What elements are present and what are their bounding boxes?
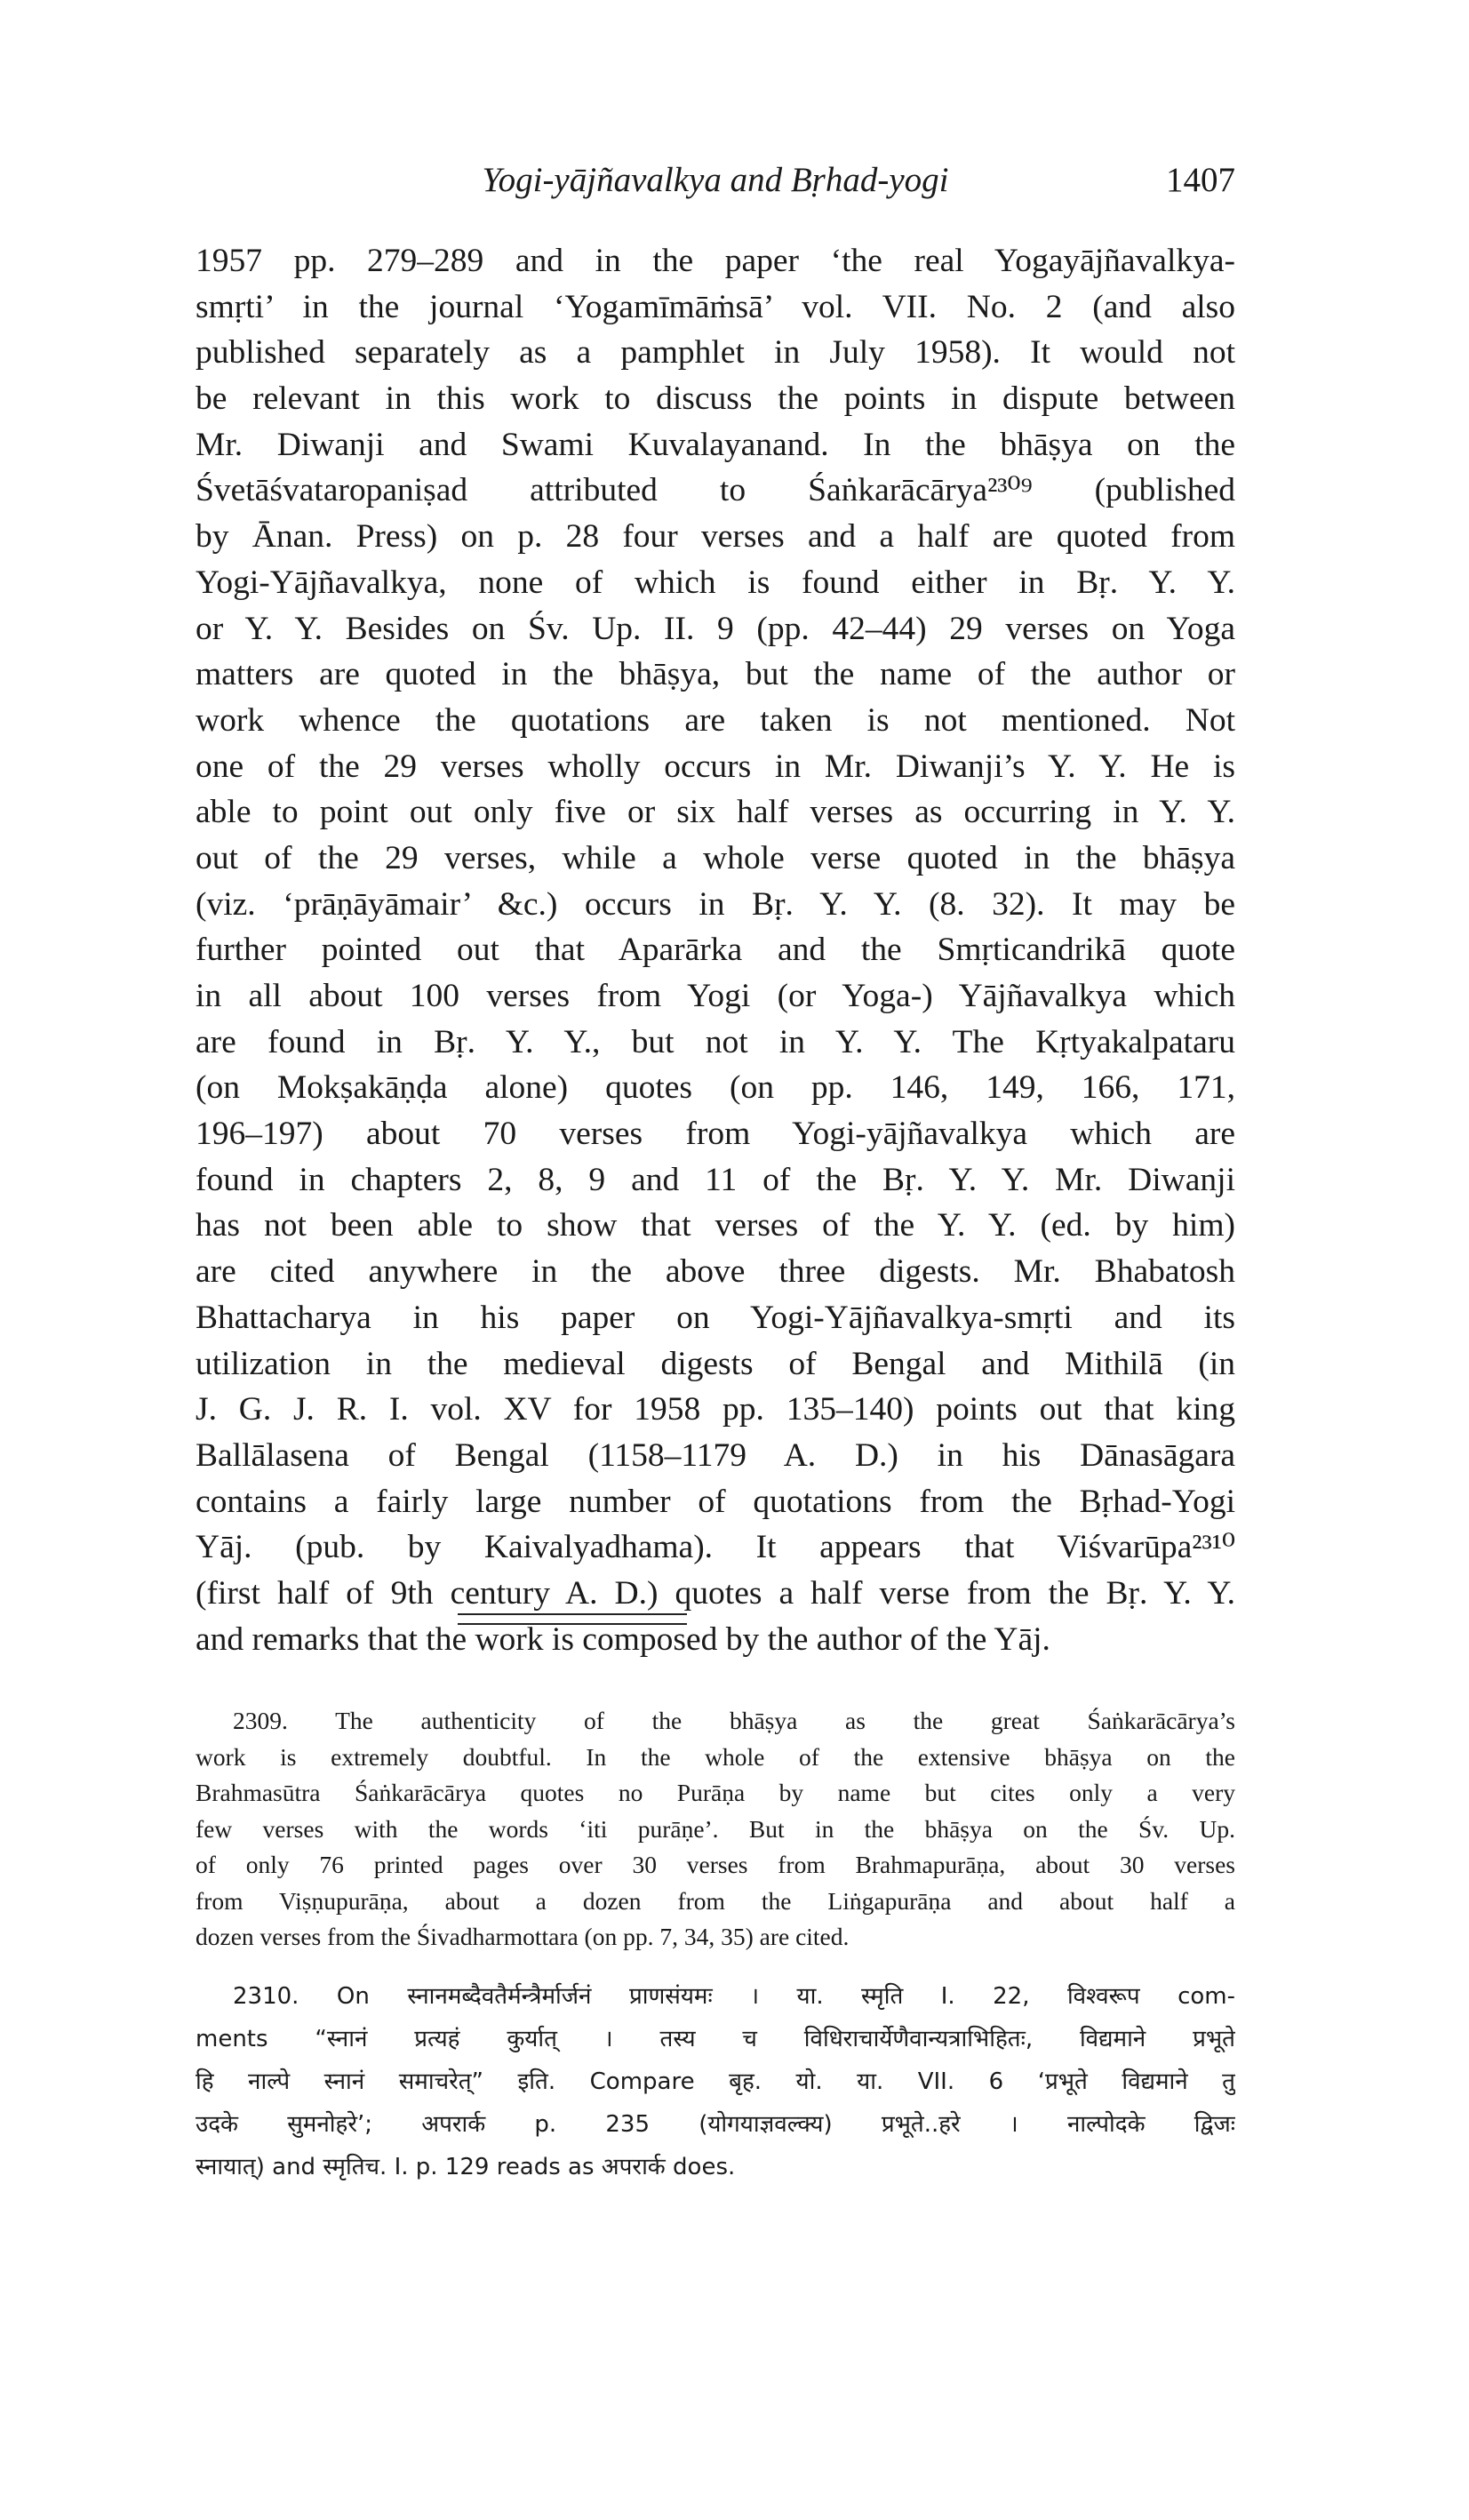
page-number: 1407 xyxy=(1166,161,1235,199)
footnote-line: The authenticity of the bhāṣya as the great Śaṅkarācārya’s xyxy=(335,1707,1235,1734)
body-line: found in chapters 2, 8, 9 and 11 of the Bṛ. Y. Y. Mr. Diwanji xyxy=(196,1161,1235,1198)
body-line: in all about 100 verses from Yogi (or Yoga-) Yājñavalkya which xyxy=(196,978,1235,1014)
footnote-number: 2310. xyxy=(233,1982,299,2010)
body-line: (viz. ‘prāṇāyāmair’ &c.) occurs in Bṛ. Y. Y. (8. 32). It may be xyxy=(196,885,1235,923)
footnote-separator-rule xyxy=(458,1613,687,1615)
footnote-line: few verses with the words ‘iti purāṇe’. But in the bhāṣya on the Śv. Up. xyxy=(196,1814,1235,1843)
body-line: be relevant in this work to discuss the points in dispute between xyxy=(196,380,1235,418)
running-title: Yogi-yājñavalkya and Bṛhad-yogi xyxy=(482,161,949,199)
footnote-line: dozen verses from the Śivadharmottara (on pp. 7, 34, 35) are cited. xyxy=(196,1923,850,1950)
footnote-separator-rule xyxy=(458,1623,687,1625)
body-line: Śvetāśvataropaniṣad attributed to Śaṅkarācārya²³⁰⁹ (published xyxy=(196,472,1235,509)
footnote-line: Brahmasūtra Śaṅkarācārya quotes no Purāṇa by name but cites only a very xyxy=(196,1779,1235,1806)
body-line: one of the 29 verses wholly occurs in Mr. Diwanji’s Y. Y. He is xyxy=(196,748,1235,785)
body-line: or Y. Y. Besides on Śv. Up. II. 9 (pp. 42–44) 29 verses on Yoga xyxy=(196,610,1235,647)
body-line: published separately as a pamphlet in July 1958). It would not xyxy=(196,334,1235,372)
body-line: and remarks that the work is composed by the author of the Yāj. xyxy=(196,1620,1050,1658)
body-line: (on Mokṣakāṇḍa alone) quotes (on pp. 146, 149, 166, 171, xyxy=(196,1069,1235,1107)
footnote-line: of only 76 printed pages over 30 verses from Brahmapurāṇa, about 30 verses xyxy=(196,1851,1235,1878)
running-head xyxy=(196,158,1235,212)
body-line: able to point out only five or six half verses as occurring in Y. Y. xyxy=(196,794,1235,831)
body-line: (first half of 9th century A. D.) quotes a half verse from the Bṛ. Y. Y. xyxy=(196,1574,1235,1612)
footnotes xyxy=(196,1703,1235,2208)
body-line: Mr. Diwanji and Swami Kuvalayanand. In the bhāṣya on the xyxy=(196,426,1235,463)
footnote-line: हि नाल्पे स्नानं समाचरेत्” इति. Compare बृह. यो. या. VII. 6 ‘प्रभूते विद्यमाने तु xyxy=(196,2068,1235,2095)
footnote-line: work is extremely doubtful. In the whole of the extensive bhāṣya on the xyxy=(196,1742,1235,1771)
body-line: by Ānan. Press) on p. 28 four verses and a half are quoted from xyxy=(196,518,1235,556)
body-line: Ballālasena of Bengal (1158–1179 A. D.) in his Dānasāgara xyxy=(196,1436,1235,1474)
body-line: are found in Bṛ. Y. Y., but not in Y. Y. The Kṛtyakalpataru xyxy=(196,1023,1235,1060)
body-line: utilization in the medieval digests of Bengal and Mithilā (in xyxy=(196,1345,1235,1382)
body-line: 1957 pp. 279–289 and in the paper ‘the real Yogayājñavalkya- xyxy=(196,243,1235,279)
footnote-2310 xyxy=(196,1975,1235,2188)
body-line: J. G. J. R. I. vol. XV for 1958 pp. 135–140) points out that king xyxy=(196,1391,1235,1428)
body-line: matters are quoted in the bhāṣya, but the name of the author or xyxy=(196,656,1235,693)
body-line: Yogi-Yājñavalkya, none of which is found either in Bṛ. Y. Y. xyxy=(196,564,1235,601)
body-line: has not been able to show that verses of the Y. Y. (ed. by him) xyxy=(196,1207,1235,1244)
body-line: are cited anywhere in the above three digests. Mr. Bhabatosh xyxy=(196,1253,1235,1291)
body-line: out of the 29 verses, while a whole verse quoted in the bhāṣya xyxy=(196,839,1235,876)
footnote-line: from Viṣṇupurāṇa, about a dozen from the Liṅgapurāṇa and about half a xyxy=(196,1886,1235,1915)
footnote-line: स्नायात्) and स्मृतिच. I. p. 129 reads as अपरार्क does. xyxy=(196,2153,736,2180)
body-line: smṛti’ in the journal ‘Yogamīmāṁsā’ vol. VII. No. 2 (and also xyxy=(196,288,1235,325)
footnote-line: On स्नानमब्दैवतैर्मन्त्रैर्मार्जनं प्राणसंयमः । या. स्मृति I. 22, विश्वरूप com- xyxy=(336,1982,1235,2010)
footnote-line: ments “स्नानं प्रत्यहं कुर्यात् । तस्य च विधिराचार्येणैवान्यत्राभिहितः, विद्यमाने प्रभूते xyxy=(196,2025,1235,2052)
body-line: work whence the quotations are taken is not mentioned. Not xyxy=(196,701,1235,739)
main-body-text xyxy=(196,238,1235,1662)
body-line: Bhattacharya in his paper on Yogi-Yājñavalkya-smṛti and its xyxy=(196,1299,1235,1336)
body-line: 196–197) about 70 verses from Yogi-yājñavalkya which are xyxy=(196,1116,1235,1153)
footnote-line: उदके सुमनोहरे’; अपरार्क p. 235 (योगयाज्ञवल्क्य) प्रभूते..हरे । नाल्पोदके द्विजः xyxy=(196,2110,1235,2138)
body-line: Yāj. (pub. by Kaivalyadhama). It appears that Viśvarūpa²³¹⁰ xyxy=(196,1529,1235,1566)
body-line: further pointed out that Aparārka and the Smṛticandrikā quote xyxy=(196,932,1235,969)
footnote-2309 xyxy=(196,1703,1235,1956)
footnote-number: 2309. xyxy=(233,1707,288,1734)
body-line: contains a fairly large number of quotations from the Bṛhad-Yogi xyxy=(196,1483,1235,1520)
